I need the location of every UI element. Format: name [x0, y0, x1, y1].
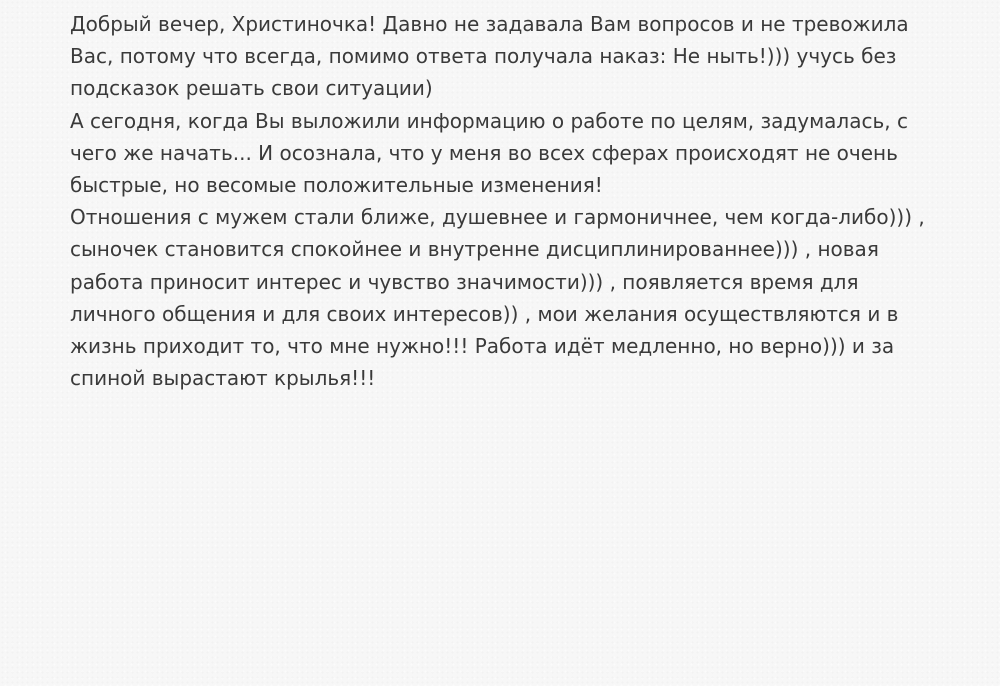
note-line: Отношения с мужем стали ближе, душевнее и гармоничнее, чем когда-либо))) , — [70, 205, 925, 230]
note-line: сыночек становится спокойнее и внутренне дисциплинированнее))) , новая — [70, 237, 879, 262]
note-line: быстрые, но весомые положительные изменения! — [70, 173, 603, 198]
note-text — [70, 8, 950, 394]
note-line: личного общения и для своих интересов)) , мои желания осуществляются и в — [70, 301, 899, 326]
note-line: спиной вырастают крылья!!! — [70, 366, 376, 391]
note-line: подсказок решать свои ситуации) — [70, 76, 433, 101]
note-line: Вас, потому что всегда, помимо ответа получала наказ: Не ныть!))) учусь без — [70, 44, 897, 69]
note-line: А сегодня, когда Вы выложили информацию о работе по целям, задумалась, с — [70, 108, 908, 133]
note-line: Добрый вечер, Христиночка! Давно не задавала Вам вопросов и не тревожила — [70, 12, 909, 36]
note-line: работа приносит интерес и чувство значимости))) , появляется время для — [70, 269, 859, 294]
note-line: жизнь приходит то, что мне нужно!!! Работа идёт медленно, но верно))) и за — [70, 334, 895, 359]
note-line: чего же начать... И осознала, что у меня во всех сферах происходят не очень — [70, 140, 898, 165]
